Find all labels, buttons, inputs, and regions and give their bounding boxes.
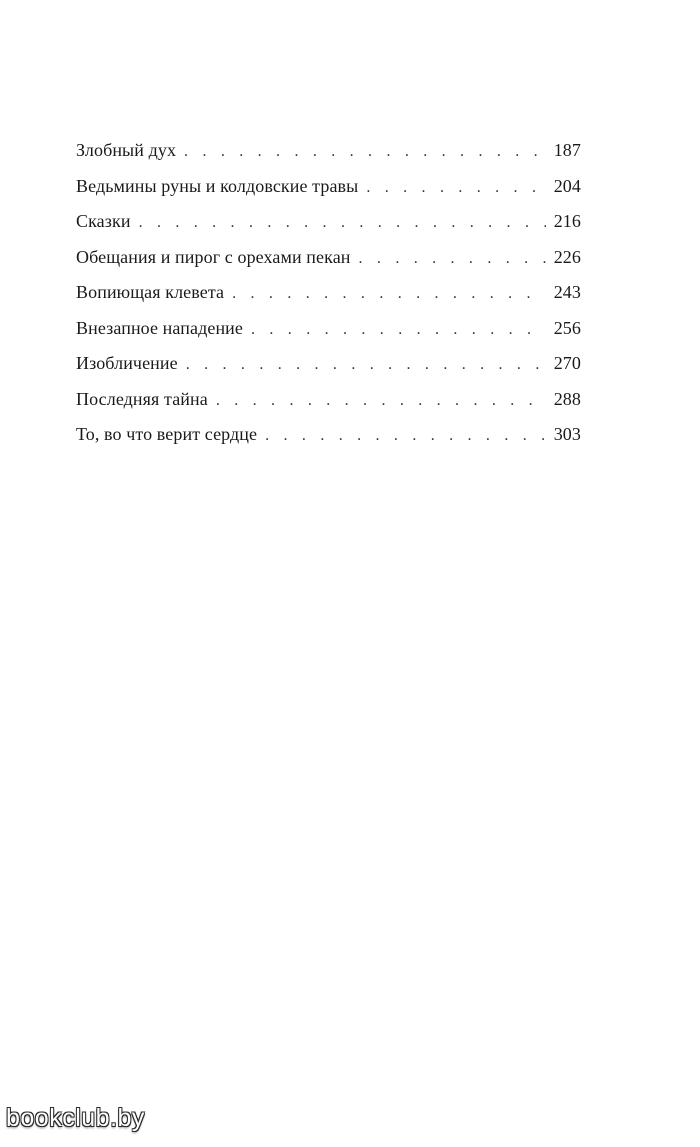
toc-dot-leader (366, 170, 545, 206)
toc-entry[interactable] (76, 382, 581, 418)
table-of-contents (76, 133, 581, 453)
toc-entry-page: 204 (553, 175, 581, 196)
toc-entry-page: 288 (553, 388, 581, 409)
toc-dot-leader (216, 383, 546, 419)
toc-entry[interactable] (76, 204, 581, 240)
toc-entry-title: Вопиющая клевета (76, 282, 225, 302)
toc-entry-title: Внезапное нападение (76, 317, 243, 338)
toc-dot-leader (232, 276, 546, 312)
toc-dot-leader (184, 134, 546, 170)
toc-entry[interactable] (76, 169, 581, 205)
toc-entry-title: Злобный дух (76, 140, 177, 160)
toc-entry-page: 256 (553, 317, 581, 338)
toc-dot-leader (139, 205, 546, 241)
toc-dot-leader (186, 347, 546, 383)
toc-entry[interactable] (76, 417, 581, 453)
toc-entry-page: 216 (553, 211, 581, 231)
toc-entry-page: 270 (553, 353, 581, 373)
toc-entry[interactable] (76, 275, 581, 311)
toc-dot-leader (359, 241, 546, 277)
toc-entry-page: 243 (553, 282, 581, 302)
toc-entry-title: Обещания и пирог с орехами пекан (76, 246, 351, 267)
toc-entry-title: Последняя тайна (76, 388, 208, 409)
toc-dot-leader (265, 418, 546, 454)
toc-entry[interactable] (76, 133, 581, 169)
toc-entry-title: То, во что верит сердце (76, 424, 258, 444)
toc-entry[interactable] (76, 311, 581, 347)
toc-entry-page: 226 (553, 246, 581, 267)
toc-entry-title: Сказки (76, 211, 131, 231)
toc-entry-title: Изобличение (76, 353, 178, 373)
toc-entry-title: Ведьмины руны и колдовские травы (76, 175, 359, 196)
toc-entry[interactable] (76, 240, 581, 276)
toc-entry[interactable] (76, 346, 581, 382)
toc-dot-leader (251, 312, 546, 348)
site-watermark: bookclub.by (6, 1104, 145, 1132)
toc-entry-page: 187 (553, 140, 581, 160)
toc-entry-page: 303 (553, 424, 581, 444)
